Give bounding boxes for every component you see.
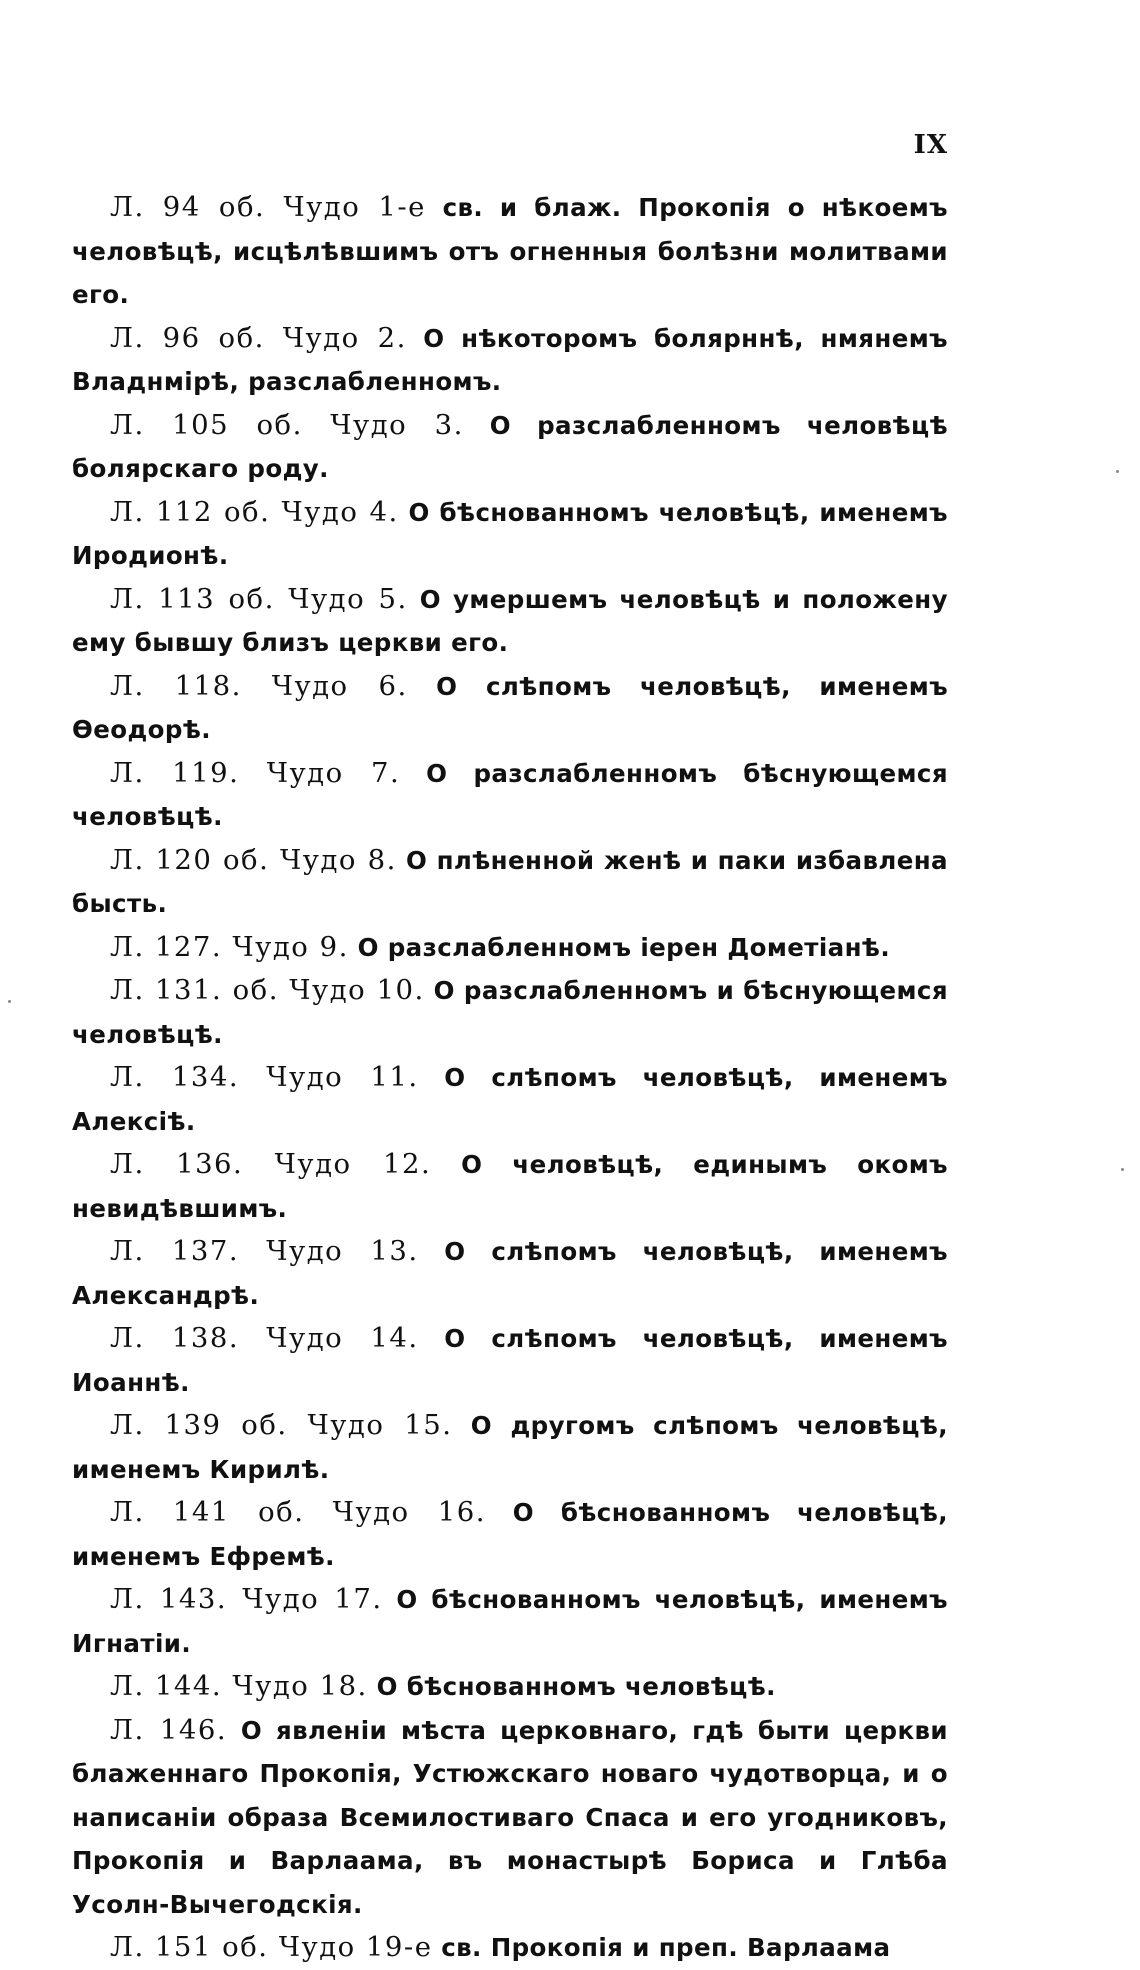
print-speck bbox=[1121, 1168, 1124, 1171]
miracle-description: О другомъ слѣпомъ человѣцѣ, именемъ Кирилѣ. bbox=[72, 1411, 948, 1484]
folio-reference: Л. 151 об. Чудо 19-е bbox=[110, 1931, 433, 1963]
page-number: IX bbox=[913, 130, 948, 160]
list-item bbox=[72, 1665, 948, 1709]
list-item bbox=[72, 317, 948, 404]
list-item bbox=[72, 1926, 948, 1970]
miracle-description: О разслабленномъ и бѣснующемся человѣцѣ. bbox=[72, 976, 948, 1049]
miracle-list bbox=[72, 186, 948, 1970]
list-item bbox=[72, 1230, 948, 1317]
list-item bbox=[72, 969, 948, 1056]
miracle-description: О бѣснованномъ человѣцѣ. bbox=[376, 1672, 776, 1701]
miracle-description: св. и блаж. Прокопія о нѣкоемъ человѣцѣ, исцѣлѣвшимъ отъ огненныя болѣзни молитвами его. bbox=[72, 193, 948, 309]
list-item bbox=[72, 491, 948, 578]
list-item bbox=[72, 752, 948, 839]
miracle-description: О умершемъ человѣцѣ и положену ему бывшу близъ церкви его. bbox=[72, 584, 948, 657]
folio-reference: Л. 136. Чудо 12. bbox=[110, 1148, 432, 1180]
miracle-description: О слѣпомъ человѣцѣ, именемъ Александрѣ. bbox=[72, 1237, 948, 1310]
folio-reference: Л. 127. Чудо 9. bbox=[110, 930, 349, 963]
folio-reference: Л. 134. Чудо 11. bbox=[110, 1061, 419, 1093]
miracle-description: О слѣпомъ человѣцѣ, именемъ Алексіѣ. bbox=[72, 1063, 948, 1136]
miracle-description: О нѣкоторомъ болярннѣ, нмянемъ Владнмірѣ, разслабленномъ. bbox=[72, 323, 948, 396]
miracle-description: О плѣненной женѣ и паки избавлена бысть. bbox=[72, 845, 948, 918]
list-item bbox=[72, 1317, 948, 1404]
folio-reference: Л. 118. Чудо 6. bbox=[110, 669, 408, 702]
list-item bbox=[72, 1578, 948, 1665]
list-item bbox=[72, 578, 948, 665]
list-item bbox=[72, 1143, 948, 1230]
folio-reference: Л. 139 об. Чудо 15. bbox=[110, 1409, 453, 1441]
miracle-description: О разслабленномъ бѣснующемся человѣцѣ. bbox=[72, 758, 948, 831]
miracle-description: О бѣснованномъ человѣцѣ, именемъ Игнатіи. bbox=[72, 1585, 948, 1658]
miracle-description: О разслабленномъ іерен Дометіанѣ. bbox=[357, 932, 891, 962]
list-item bbox=[72, 1491, 948, 1578]
folio-reference: Л. 144. Чудо 18. bbox=[110, 1670, 368, 1702]
list-item bbox=[72, 665, 948, 752]
miracle-description: О бѣснованномъ человѣцѣ, именемъ Ефремѣ. bbox=[72, 1498, 948, 1571]
list-item bbox=[72, 1404, 948, 1491]
list-item bbox=[72, 839, 948, 926]
miracle-description: О разслабленномъ человѣцѣ болярскаго роду. bbox=[72, 410, 948, 483]
folio-reference: Л. 112 об. Чудо 4. bbox=[110, 495, 399, 528]
miracle-description: О явленіи мѣста церковнаго, гдѣ быти церкви блаженнаго Прокопія, Устюжскаго новаго чудотворца, и о написаніи образа Всемилостиваго Спаса и его угодниковъ, Прокопія и Варлаама, въ монастырѣ Бориса и Глѣба Усолн-Вычегодскія. bbox=[72, 1715, 948, 1919]
list-item bbox=[72, 1709, 948, 1927]
folio-reference: Л. 120 об. Чудо 8. bbox=[110, 843, 397, 876]
print-speck bbox=[8, 1000, 11, 1003]
miracle-description: св. Прокопія и преп. Варлаама bbox=[441, 1933, 891, 1962]
miracle-description: О человѣцѣ, единымъ окомъ невидѣвшимъ. bbox=[72, 1150, 948, 1223]
list-item bbox=[72, 1056, 948, 1143]
folio-reference: Л. 146. bbox=[110, 1713, 228, 1746]
folio-reference: Л. 105 об. Чудо 3. bbox=[110, 408, 464, 441]
print-speck bbox=[1116, 470, 1119, 473]
miracle-description: О слѣпомъ человѣцѣ, именемъ Иоаннѣ. bbox=[72, 1324, 948, 1397]
list-item bbox=[72, 926, 948, 970]
folio-reference: Л. 113 об. Чудо 5. bbox=[110, 582, 408, 615]
folio-reference: Л. 137. Чудо 13. bbox=[110, 1235, 419, 1267]
list-item bbox=[72, 186, 948, 317]
folio-reference: Л. 143. Чудо 17. bbox=[110, 1583, 383, 1615]
folio-reference: Л. 141 об. Чудо 16. bbox=[110, 1496, 487, 1528]
miracle-description: О бѣснованномъ человѣцѣ, именемъ Иродионѣ. bbox=[72, 497, 948, 570]
folio-reference: Л. 131. об. Чудо 10. bbox=[110, 974, 425, 1006]
folio-reference: Л. 94 об. Чудо 1-е bbox=[110, 191, 426, 223]
folio-reference: Л. 138. Чудо 14. bbox=[110, 1322, 419, 1354]
folio-reference: Л. 96 об. Чудо 2. bbox=[110, 321, 407, 354]
miracle-description: О слѣпомъ человѣцѣ, именемъ Ѳеодорѣ. bbox=[72, 671, 949, 744]
list-item bbox=[72, 404, 948, 491]
folio-reference: Л. 119. Чудо 7. bbox=[110, 756, 401, 789]
